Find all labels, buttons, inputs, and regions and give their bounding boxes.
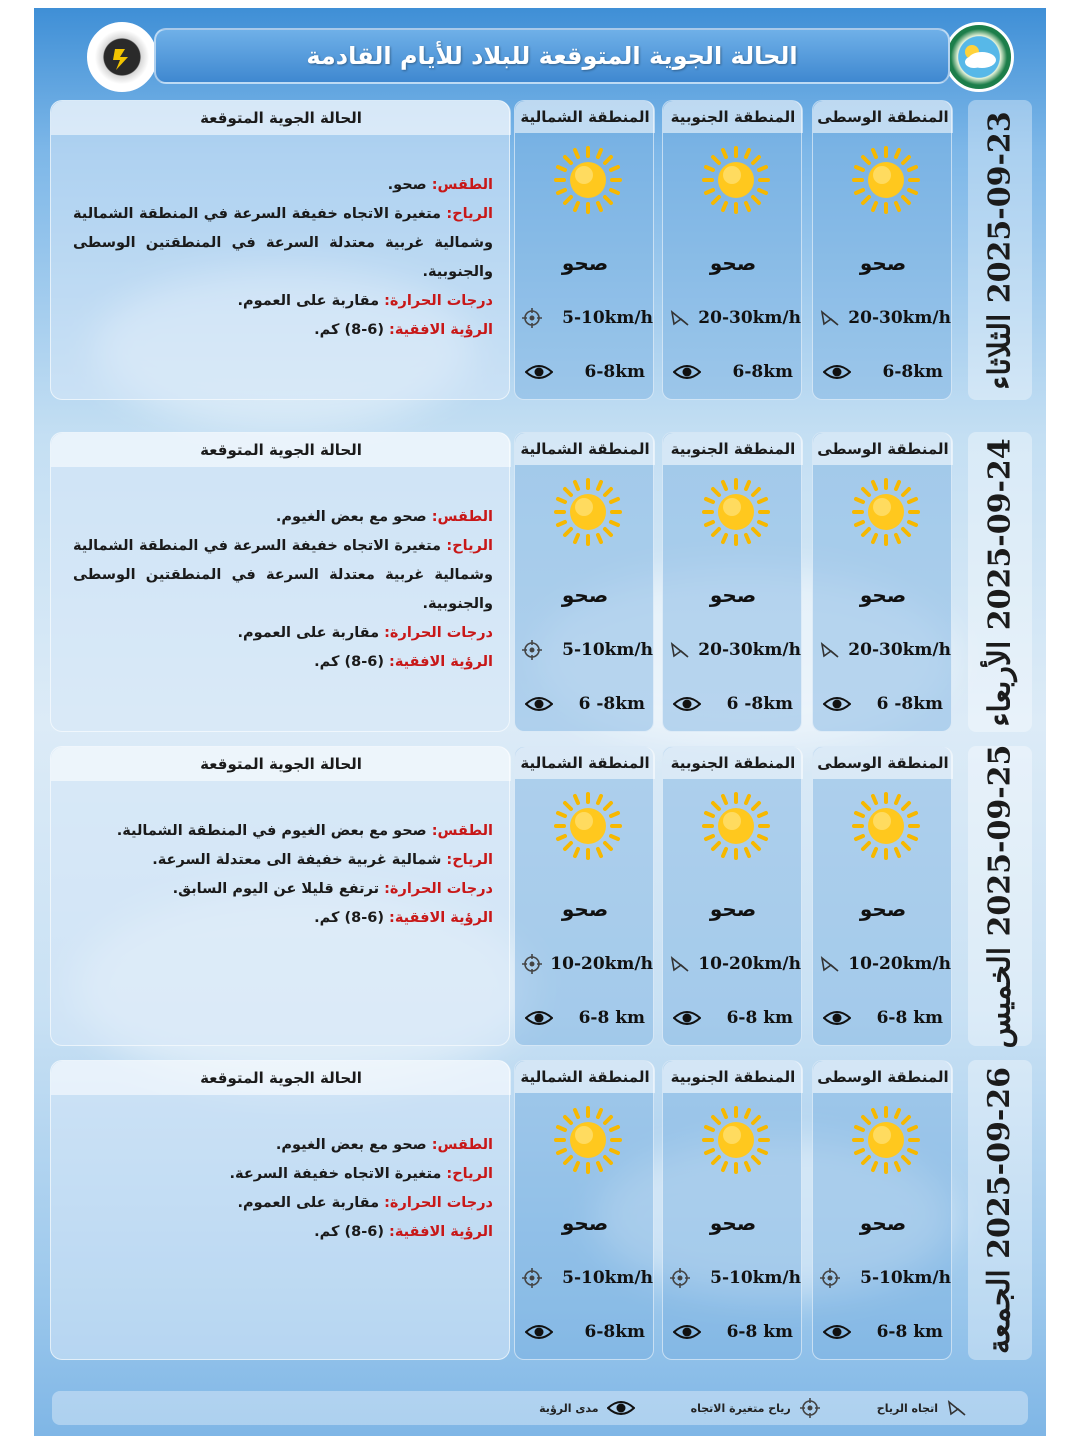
condition-label: صحو	[561, 1211, 609, 1235]
date-tab	[968, 1060, 1032, 1360]
date-label: 2025-09-24 الأربعاء	[982, 437, 1018, 727]
region-card	[514, 746, 654, 1046]
wind-speed: 20-30km/h	[848, 640, 951, 660]
sun-icon	[701, 145, 771, 215]
legend-visibility	[539, 1399, 634, 1417]
region-title: المنطقة الشمالية	[515, 747, 655, 779]
condition-label: صحو	[561, 897, 609, 921]
header-bar	[154, 28, 950, 84]
forecast-text	[73, 1131, 493, 1247]
eye-icon	[673, 363, 701, 381]
wind-text: شمالية غربية خفيفة الى معتدلة السرعة.	[152, 852, 447, 868]
region-title: المنطقة الجنوبية	[663, 1061, 803, 1093]
sun-icon	[553, 791, 623, 861]
page-title: الحالة الجوية المتوقعة للبلاد للأيام القادمة	[306, 42, 798, 70]
condition-label: صحو	[859, 1211, 907, 1235]
forecast-text	[73, 171, 493, 345]
date-tab	[968, 746, 1032, 1046]
legend-visibility-label: مدى الرؤية	[539, 1401, 599, 1415]
legend-variable-wind	[691, 1397, 821, 1419]
wind-row	[521, 951, 653, 977]
wind-direction-icon	[669, 953, 691, 975]
wind-row	[521, 637, 653, 663]
wind-speed: 5-10km/h	[562, 640, 653, 660]
region-title: المنطقة الجنوبية	[663, 747, 803, 779]
region-title: المنطقة الشمالية	[515, 1061, 655, 1093]
region-title: المنطقة الجنوبية	[663, 101, 803, 133]
visibility-value: 6-8 km	[726, 1008, 793, 1028]
visibility-value: 6-8km	[732, 362, 793, 382]
weather-label: الطقس:	[431, 509, 493, 525]
temperature-text: ترتفع قليلا عن اليوم السابق.	[172, 881, 385, 897]
visibility-row	[525, 1005, 645, 1031]
wind-speed: 5-10km/h	[562, 308, 653, 328]
wind-speed: 10-20km/h	[698, 954, 801, 974]
visibility-value: 6 -8km	[726, 694, 793, 714]
wind-row	[669, 637, 801, 663]
eye-icon	[823, 1009, 851, 1027]
wind-text: متغيرة الاتجاه خفيفة السرعة.	[229, 1166, 447, 1182]
temperature-label: درجات الحرارة:	[384, 625, 493, 641]
date-tab	[968, 432, 1032, 732]
variable-wind-icon	[521, 1267, 543, 1289]
wind-speed: 5-10km/h	[860, 1268, 951, 1288]
condition-label: صحو	[709, 251, 757, 275]
forecast-title: الحالة الجوية المتوقعة	[51, 1061, 511, 1095]
visibility-value: 6-8km	[584, 362, 645, 382]
region-title: المنطقة الوسطى	[813, 101, 953, 133]
wind-label: الرياح:	[446, 538, 493, 554]
region-card	[812, 746, 952, 1046]
sun-icon	[553, 145, 623, 215]
wind-direction-icon	[669, 639, 691, 661]
condition-label: صحو	[561, 251, 609, 275]
forecast-title: الحالة الجوية المتوقعة	[51, 433, 511, 467]
wind-speed: 20-30km/h	[848, 308, 951, 328]
wind-speed: 10-20km/h	[848, 954, 951, 974]
sun-icon	[553, 1105, 623, 1175]
eye-icon	[525, 1009, 553, 1027]
wind-speed: 20-30km/h	[698, 640, 801, 660]
visibility-value: 6-8 km	[578, 1008, 645, 1028]
region-card	[662, 432, 802, 732]
condition-label: صحو	[709, 897, 757, 921]
sun-icon	[701, 791, 771, 861]
variable-wind-icon	[799, 1397, 821, 1419]
wind-row	[819, 951, 951, 977]
legend-variable-wind-label: رياح متغيرة الاتجاه	[690, 1401, 791, 1415]
temperature-label: درجات الحرارة:	[384, 293, 493, 309]
visibility-row	[823, 1319, 943, 1345]
region-card	[812, 432, 952, 732]
date-label: 2025-09-23 الثلاثاء	[982, 110, 1018, 390]
wind-row	[819, 637, 951, 663]
temperature-text: مقاربة على العموم.	[237, 625, 385, 641]
forecast-title: الحالة الجوية المتوقعة	[51, 101, 511, 135]
visibility-text: (6-8) كم.	[314, 322, 390, 338]
visibility-text: (6-8) كم.	[314, 1224, 390, 1240]
eye-icon	[525, 1323, 553, 1341]
visibility-label: الرؤية الافقية:	[389, 654, 493, 670]
region-card	[662, 746, 802, 1046]
wind-row	[819, 305, 951, 331]
temperature-text: مقاربة على العموم.	[237, 293, 385, 309]
variable-wind-icon	[521, 953, 543, 975]
weather-label: الطقس:	[431, 177, 493, 193]
visibility-text: (6-8) كم.	[314, 910, 390, 926]
weather-text: صحو مع بعض الغيوم في المنطقة الشمالية.	[116, 823, 432, 839]
visibility-row	[673, 1319, 793, 1345]
wind-row	[521, 305, 653, 331]
legend-wind-direction	[877, 1397, 968, 1419]
region-card	[812, 100, 952, 400]
eye-icon	[525, 695, 553, 713]
forecast-text	[73, 817, 493, 933]
wind-row	[521, 1265, 653, 1291]
wind-direction-icon	[819, 307, 841, 329]
forecast-panel	[50, 746, 510, 1046]
wind-label: الرياح:	[446, 1166, 493, 1182]
date-label: 2025-09-25 الخميس	[982, 744, 1018, 1048]
visibility-row	[823, 1005, 943, 1031]
sun-icon	[851, 1105, 921, 1175]
eye-icon	[607, 1399, 635, 1417]
legend-bar	[52, 1391, 1028, 1425]
visibility-value: 6-8 km	[726, 1322, 793, 1342]
visibility-value: 6-8km	[882, 362, 943, 382]
visibility-label: الرؤية الافقية:	[389, 322, 493, 338]
condition-label: صحو	[859, 251, 907, 275]
visibility-label: الرؤية الافقية:	[389, 910, 493, 926]
sun-icon	[701, 1105, 771, 1175]
wind-row	[669, 1265, 801, 1291]
temperature-label: درجات الحرارة:	[384, 1195, 493, 1211]
eye-icon	[673, 1323, 701, 1341]
variable-wind-icon	[819, 1267, 841, 1289]
eye-icon	[823, 695, 851, 713]
region-title: المنطقة الجنوبية	[663, 433, 803, 465]
temperature-label: درجات الحرارة:	[384, 881, 493, 897]
region-card	[662, 100, 802, 400]
visibility-row	[823, 691, 943, 717]
forecast-panel	[50, 432, 510, 732]
eye-icon	[823, 1323, 851, 1341]
eye-icon	[823, 363, 851, 381]
eye-icon	[673, 695, 701, 713]
day-block	[48, 746, 1028, 1046]
day-block	[48, 100, 1028, 400]
wind-speed: 10-20km/h	[550, 954, 653, 974]
infographic-frame	[34, 8, 1046, 1436]
region-card	[514, 1060, 654, 1360]
region-title: المنطقة الشمالية	[515, 101, 655, 133]
sun-icon	[553, 477, 623, 547]
forecast-panel	[50, 100, 510, 400]
region-title: المنطقة الوسطى	[813, 747, 953, 779]
region-card	[514, 432, 654, 732]
legend-wind-direction-label: اتجاه الرياح	[876, 1401, 938, 1415]
day-block	[48, 1060, 1028, 1360]
visibility-row	[673, 1005, 793, 1031]
visibility-row	[525, 1319, 645, 1345]
weather-label: الطقس:	[431, 823, 493, 839]
visibility-text: (6-8) كم.	[314, 654, 390, 670]
region-title: المنطقة الوسطى	[813, 433, 953, 465]
weather-text: صحو.	[387, 177, 432, 193]
condition-label: صحو	[709, 1211, 757, 1235]
visibility-label: الرؤية الافقية:	[389, 1224, 493, 1240]
weather-label: الطقس:	[431, 1137, 493, 1153]
condition-label: صحو	[859, 583, 907, 607]
wind-direction-icon	[819, 953, 841, 975]
date-label: 2025-09-26 الجمعة	[982, 1066, 1018, 1354]
region-title: المنطقة الوسطى	[813, 1061, 953, 1093]
wind-direction-icon	[669, 307, 691, 329]
temperature-text: مقاربة على العموم.	[237, 1195, 385, 1211]
date-tab	[968, 100, 1032, 400]
wind-direction-icon	[946, 1397, 968, 1419]
wind-speed: 5-10km/h	[710, 1268, 801, 1288]
meteorology-authority-logo	[944, 22, 1014, 92]
visibility-value: 6-8 km	[876, 1322, 943, 1342]
wind-row	[669, 305, 801, 331]
region-card	[812, 1060, 952, 1360]
wind-speed: 20-30km/h	[698, 308, 801, 328]
condition-label: صحو	[561, 583, 609, 607]
visibility-value: 6-8 km	[876, 1008, 943, 1028]
eye-icon	[673, 1009, 701, 1027]
wind-direction-icon	[819, 639, 841, 661]
condition-label: صحو	[859, 897, 907, 921]
region-card	[514, 100, 654, 400]
weather-department-logo	[87, 22, 157, 92]
wind-label: الرياح:	[446, 206, 493, 222]
wind-row	[669, 951, 801, 977]
eye-icon	[525, 363, 553, 381]
visibility-row	[673, 691, 793, 717]
variable-wind-icon	[521, 307, 543, 329]
wind-text: متغيرة الاتجاه خفيفة السرعة في المنطقة الشمالية وشمالية غربية معتدلة السرعة في المنطقتين الوسطى والجنوبية.	[73, 538, 493, 612]
wind-speed: 5-10km/h	[562, 1268, 653, 1288]
sun-icon	[851, 791, 921, 861]
sun-icon	[851, 477, 921, 547]
day-block	[48, 432, 1028, 732]
visibility-row	[673, 359, 793, 385]
forecast-panel	[50, 1060, 510, 1360]
variable-wind-icon	[669, 1267, 691, 1289]
weather-text: صحو مع بعض الغيوم.	[275, 509, 432, 525]
variable-wind-icon	[521, 639, 543, 661]
sun-icon	[701, 477, 771, 547]
wind-label: الرياح:	[446, 852, 493, 868]
visibility-value: 6-8km	[584, 1322, 645, 1342]
visibility-value: 6 -8km	[578, 694, 645, 714]
forecast-text	[73, 503, 493, 677]
forecast-title: الحالة الجوية المتوقعة	[51, 747, 511, 781]
region-card	[662, 1060, 802, 1360]
region-title: المنطقة الشمالية	[515, 433, 655, 465]
condition-label: صحو	[709, 583, 757, 607]
weather-text: صحو مع بعض الغيوم.	[275, 1137, 432, 1153]
sun-icon	[851, 145, 921, 215]
visibility-row	[823, 359, 943, 385]
wind-text: متغيرة الاتجاه خفيفة السرعة في المنطقة الشمالية وشمالية غربية معتدلة السرعة في المنطقتين الوسطى والجنوبية.	[73, 206, 493, 280]
visibility-row	[525, 359, 645, 385]
visibility-value: 6 -8km	[876, 694, 943, 714]
visibility-row	[525, 691, 645, 717]
wind-row	[819, 1265, 951, 1291]
